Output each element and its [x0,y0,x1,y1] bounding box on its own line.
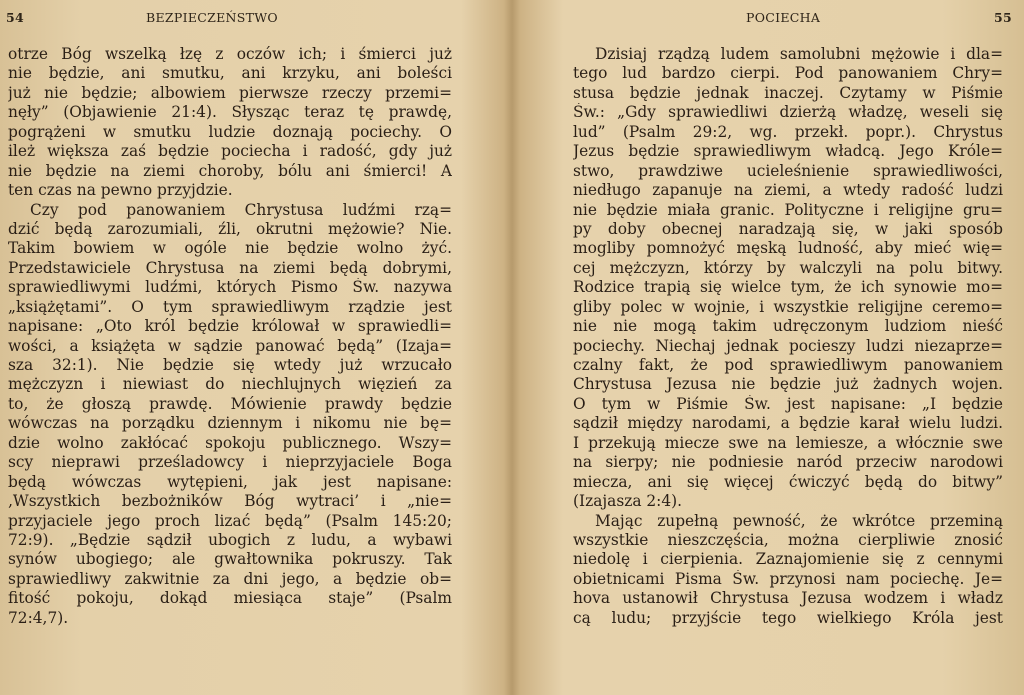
text-line: mogliby pomnożyć męską ludność, aby mieć wię= [573,239,1003,258]
text-line: napisane: „Oto król będzie królował w sprawiedli= [8,317,452,336]
text-line: miecza, ani się więcej ćwiczyć będą do bitwy” [573,472,1003,491]
running-head: POCIECHA [746,10,821,25]
text-line: będą wówczas wytępieni, jak jest napisane: [8,472,452,491]
text-line: lud” (Psalm 29:2, wg. przekł. popr.). Chrystus [573,122,1003,141]
left-page [0,0,510,695]
text-line: 72:4,7). [8,608,69,627]
body-text [573,45,1003,628]
text-line: sądził między narodami, a będzie karał wielu ludzi. [573,414,1003,433]
text-line: pogrążeni w smutku ludzie doznają pociechy. O [8,122,452,141]
text-line: już nie będzie; albowiem pierwsze rzeczy przemi= [8,83,452,102]
text-line: ‚Wszystkich bezbożników Bóg wytraci’ i „nie= [8,492,452,511]
text-line: gliby polec w wojnie, i wszystkie religijne ceremo= [573,297,1003,316]
text-line: wszystkie nieszczęścia, można cierpliwie znosić [573,530,1003,549]
text-line: nie będzie na ziemi choroby, bólu ani śmierci! A [8,161,452,180]
text-line: Czy pod panowaniem Chrystusa ludźmi rzą= [30,200,452,219]
text-line: Takim bowiem w ogóle nie będzie wolno żyć. [8,239,452,258]
text-line: czalny fakt, że pod sprawiedliwym panowaniem [573,356,1003,374]
text-line: przyjaciele jego proch lizać będą” (Psalm 145:20; [8,511,452,530]
text-line: Chrystusa Jezusa nie będzie już żadnych wojen. [573,375,1003,394]
text-line: hova ustanowił Chrystusa Jezusa wodzem i władz [573,589,1003,608]
text-line: dzie wolno zakłócać spokoju publicznego. Wszy= [8,433,452,452]
text-line: nie będzie, ani smutku, ani krzyku, ani boleści [8,64,452,83]
text-line: 72:9). „Będzie sądził ubogich z ludu, a wybawi [8,530,452,549]
text-line: scy nieprawi prześladowcy i nieprzyjaciele Boga [8,453,452,472]
text-line: Jezus będzie sprawiedliwym władcą. Jego Króle= [573,142,1003,161]
text-line: na sierpy; nie podniesie naród przeciw narodowi [573,453,1003,472]
text-line: Rodzice trapią się wielce tym, że ich synowie mo= [573,278,1003,297]
text-line: to, że głoszą prawdę. Mówienie prawdy będzie [8,394,452,413]
text-line: sza 32:1). Nie będzie się wtedy już wrzucało [8,356,452,374]
text-line: mężczyzn i niewiast do niechlujnych więzień za [8,375,452,394]
text-line: py doby obecnej naradzają się, w jaki sposób [573,219,1003,238]
text-line: ileż większa zaś będzie pociecha i radość, gdy już [8,142,452,161]
text-line: nęły” (Objawienie 21:4). Słysząc teraz tę prawdę, [8,103,452,122]
text-line: wówczas na porządku dziennym i nikomu nie bę= [8,414,452,433]
text-line: O tym w Piśmie Św. jest napisane: „I będzie [573,394,1003,413]
text-line: otrze Bóg wszelką łzę z oczów ich; i śmierci już [8,45,452,63]
text-line: cej mężczyzn, którzy by walczyli na polu bitwy. [573,258,1003,277]
text-line: niedługo zapanuje na ziemi, a wtedy radość ludzi [573,181,1003,200]
text-line: niedolę i cierpienia. Zaznajomienie się z cennymi [573,550,1003,569]
running-head: BEZPIECZEŃSTWO [146,10,278,25]
text-line: nie będzie miała granic. Polityczne i religijne gru= [573,200,1003,219]
body-text [8,45,452,628]
text-line: stwo, prawdziwe ucieleśnienie sprawiedliwości, [573,161,1003,180]
text-line: Mając zupełną pewność, że wkrótce przeminą [595,511,1003,530]
page-number: 54 [6,10,24,25]
text-line: cą ludu; przyjście tego wielkiego Króla jest [573,608,1003,627]
text-line: Przedstawiciele Chrystusa na ziemi będą dobrymi, [8,258,452,277]
text-line: dzić będą zarozumiali, źli, okrutni mężowie? Nie. [8,219,452,238]
text-line: synów ubogiego; ale gwałtownika pokruszy. Tak [8,550,452,569]
text-line: Św.: „Gdy sprawiedliwi dzierżą władzę, weseli się [573,103,1003,122]
text-line: obietnicami Pisma Św. przynosi nam pociechę. Je= [573,569,1003,588]
text-line: ten czas na pewno przyjdzie. [8,181,233,200]
text-line: „książętami”. O tym sprawiedliwym rządzie jest [8,297,452,316]
text-line: wości, a książęta w sądzie panować będą” (Izaja= [8,336,452,355]
text-line: sprawiedliwymi ludźmi, których Pismo Św. nazywa [8,278,452,297]
text-line: pociechy. Niechaj jednak pocieszy ludzi niezaprze= [573,336,1003,355]
text-line: stusa będzie jednak inaczej. Czytamy w Piśmie [573,83,1003,102]
text-line: sprawiedliwy zakwitnie za dni jego, a będzie ob= [8,569,452,588]
text-line: fitość pokoju, dokąd miesiąca staje” (Psalm [8,589,452,608]
page-number: 55 [994,10,1012,25]
right-page [518,0,1024,695]
text-line: (Izajasza 2:4). [573,492,683,511]
text-line: Dzisiaj rządzą ludem samolubni mężowie i dla= [595,45,1003,63]
text-line: tego lud bardzo cierpi. Pod panowaniem Chry= [573,64,1003,83]
text-line: I przekują miecze swe na lemiesze, a włócznie swe [573,433,1003,452]
text-line: nie nie mogą takim udręczonym ludziom nieść [573,317,1003,336]
